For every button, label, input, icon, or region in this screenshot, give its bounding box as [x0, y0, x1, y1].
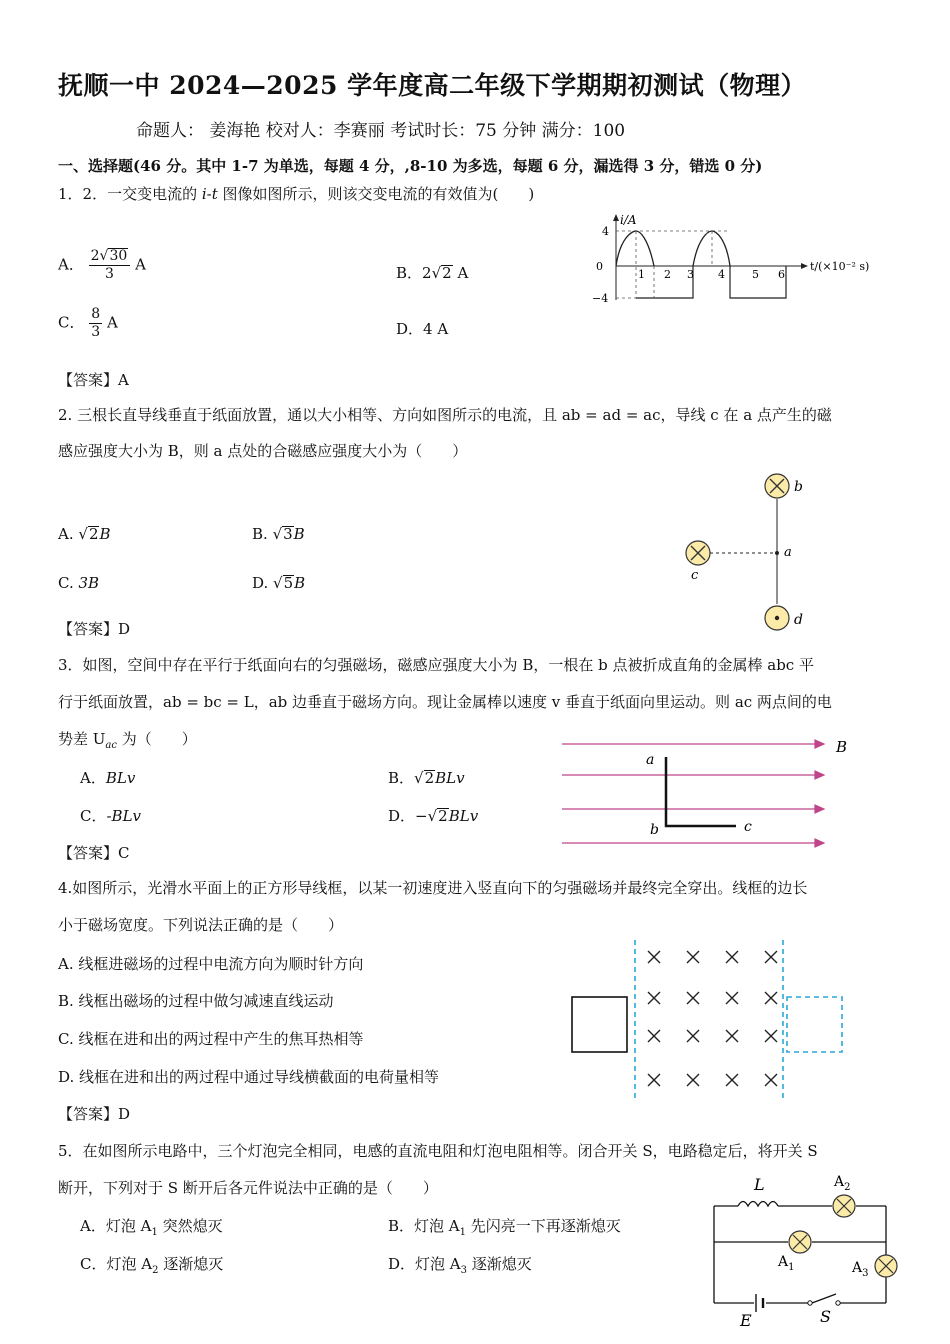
q1-d-text: 4 A — [423, 320, 449, 338]
q2-point-a — [775, 551, 779, 555]
q1-option-c-fraction — [89, 306, 102, 341]
q3-stem-line3 — [58, 729, 197, 756]
q5-label-A2-main: A — [834, 1174, 845, 1190]
q1-graph-xtick-1: 1 — [638, 268, 645, 281]
q1-b-coef: 2 — [422, 264, 432, 282]
q4-option-b[interactable]: B. 线框出磁场的过程中做匀减速直线运动 — [58, 992, 334, 1010]
q5-stem-line1: 5．在如图所示电路中，三个灯泡完全相同，电感的直流电阻和灯泡电阻相等。闭合开关 S，电路稳定后，将开关 S — [58, 1142, 818, 1160]
q3-c-text: -BLv — [106, 807, 142, 825]
q5-switch-contact-right — [836, 1301, 840, 1305]
q3-d-tail: BLv — [448, 807, 479, 825]
q2-a-root: 2 — [88, 525, 99, 543]
q3-answer: 【答案】C — [58, 844, 130, 862]
q1-option-a-label: A． — [58, 255, 84, 274]
q3-c-label: C． — [80, 807, 107, 825]
q4-stem-line2: 小于磁场宽度。下列说法正确的是（ ） — [58, 916, 344, 934]
q5-option-c[interactable] — [80, 1253, 223, 1276]
q1-graph-xtick-5: 5 — [752, 268, 759, 281]
page-title: 抚顺一中 2024—2025 学年度高二年级下学期期初测试（物理） — [58, 71, 807, 100]
q5-c-text-a: C．灯泡 A — [80, 1255, 153, 1273]
q3-metal-rod — [666, 757, 736, 826]
q3-line3-a: 势差 U — [58, 730, 106, 748]
q4-option-c[interactable]: C. 线框在进和出的两过程中产生的焦耳热相等 — [58, 1030, 364, 1048]
q5-d-sub: 3 — [460, 1265, 468, 1276]
q2-d-root: 5 — [283, 574, 294, 592]
q5-label-A3-main: A — [852, 1260, 863, 1276]
q5-stem-line2: 断开，下列对于 S 断开后各元件说法中正确的是（ ） — [58, 1179, 438, 1197]
q3-option-d[interactable]: D．−√2BLv — [388, 807, 479, 825]
q1-graph-x-arrow — [801, 263, 808, 269]
q1-graph-xlabel: t/(×10⁻² s) — [810, 260, 870, 273]
q3-a-text: BLv — [105, 769, 136, 787]
q5-inductor-coil — [738, 1202, 778, 1207]
q5-circuit-figure — [706, 1170, 906, 1340]
q5-c-text-b: 逐渐熄灭 — [158, 1255, 224, 1273]
q5-label-L: L — [754, 1175, 765, 1194]
q5-lamp-a1-icon — [789, 1231, 811, 1253]
q5-d-text-a: D．灯泡 A — [388, 1255, 461, 1273]
q3-label-b: b — [650, 822, 659, 838]
q1-graph-half-wave-2 — [693, 231, 730, 266]
q1-option-d[interactable] — [396, 318, 448, 339]
q4-wire-frame — [572, 997, 627, 1052]
q3-line3-b: 为（ ） — [116, 730, 197, 748]
q3-option-b[interactable]: B．√2BLv — [388, 769, 465, 787]
q3-field-arrow-3 — [815, 805, 824, 813]
q2-b-tail: B — [293, 525, 305, 543]
q5-b-text-b: 先闪亮一下再逐渐熄灭 — [466, 1217, 621, 1235]
q5-label-E: E — [740, 1311, 752, 1330]
q2-a-label: A. — [58, 525, 74, 543]
q4-field-into-page-crosses — [648, 951, 777, 1086]
q1-graph-xtick-3: 3 — [687, 268, 694, 281]
q1-graph-xtick-4: 4 — [718, 268, 725, 281]
q5-a-text-a: A．灯泡 A — [80, 1217, 152, 1235]
q1-b-root: 2 — [442, 264, 452, 282]
q2-c-text: 3B — [78, 574, 100, 592]
q5-label-A1-sub: 1 — [788, 1262, 795, 1273]
q1-option-c[interactable] — [58, 306, 118, 341]
q1-option-b[interactable]: B．2√2 A — [396, 264, 469, 282]
q2-c-label: C. — [58, 574, 74, 592]
q2-b-label: B. — [252, 525, 268, 543]
q2-option-b[interactable]: B. √3B — [252, 525, 305, 543]
q1-a-num: 2 — [90, 248, 100, 264]
q5-d-text-b: 逐渐熄灭 — [467, 1255, 532, 1273]
q3-option-a[interactable] — [80, 767, 135, 788]
q3-b-root: 2 — [424, 769, 435, 787]
q5-option-a[interactable] — [80, 1215, 223, 1238]
q1-graph-ytick-top: 4 — [602, 225, 609, 238]
q3-b-label: B． — [388, 769, 415, 787]
q1-option-c-label: C． — [58, 313, 85, 332]
q1-option-a-fraction: $\frac{2√30}{3}$ — [89, 248, 131, 283]
q4-answer: 【答案】D — [58, 1105, 131, 1123]
q1-stem-a: 1．2．一交变电流的 — [58, 185, 202, 203]
q5-lamp-a3-icon — [875, 1255, 897, 1277]
q1-graph-ytick-bottom: −4 — [592, 292, 609, 305]
q1-current-graph — [588, 210, 888, 310]
q3-d-root: 2 — [438, 807, 448, 825]
q5-option-d[interactable] — [388, 1253, 532, 1276]
q2-d-label: D. — [252, 574, 269, 592]
q2-stem-line2: 感应强度大小为 B，则 a 点处的合磁感应强度大小为（ ） — [58, 442, 468, 460]
q5-switch-blade — [812, 1294, 836, 1303]
q2-wires-figure — [676, 468, 826, 633]
q3-stem-line1: 3．如图，空间中存在平行于纸面向右的匀强磁场，磁感应强度大小为 B，一根在 b 点被折成直角的金属棒 abc 平 — [58, 656, 814, 674]
q5-label-A3-sub: 3 — [862, 1268, 869, 1279]
q1-stem-b: 图像如图所示，则该交变电流的有效值为( ) — [217, 185, 535, 203]
q2-option-a[interactable]: A. √2B — [58, 525, 111, 543]
q5-label-S: S — [820, 1307, 831, 1326]
q1-graph-ytick-zero: 0 — [596, 260, 603, 273]
q1-answer: 【答案】A — [58, 371, 129, 389]
q2-label-d: d — [794, 612, 803, 628]
q2-option-d[interactable]: D. √5B — [252, 574, 306, 592]
q3-line3-sub: ac — [105, 740, 117, 751]
q2-stem-line1: 2. 三根长直导线垂直于纸面放置，通以大小相等、方向如图所示的电流，且 ab = ad = ac，导线 c 在 a 点产生的磁 — [58, 406, 832, 424]
q4-option-a[interactable]: A. 线框进磁场的过程中电流方向为顺时针方向 — [58, 955, 364, 973]
q1-c-unit: A — [106, 313, 118, 332]
q2-wire-c-into-page-icon — [686, 541, 710, 565]
q3-stem-line2: 行于纸面放置，ab = bc = L，ab 边垂直于磁场方向。现让金属棒以速度 v 垂直于纸面向里运动。则 ac 两点间的电 — [58, 693, 832, 711]
q4-magnetic-field-figure — [566, 938, 856, 1103]
q3-field-arrow-1 — [815, 740, 824, 748]
q1-graph-xtick-6: 6 — [778, 268, 785, 281]
q1-option-b-label: B． — [396, 264, 423, 282]
q3-field-arrow-2 — [815, 771, 824, 779]
q5-switch-contact-left — [808, 1301, 812, 1305]
q2-wire-d-out-of-page-icon — [765, 606, 789, 630]
q1-b-unit: A — [457, 264, 469, 282]
q3-a-label: A． — [80, 769, 106, 787]
q3-option-c[interactable] — [80, 805, 141, 826]
q2-label-c: c — [691, 568, 699, 583]
exam-meta: 命题人： 姜海艳 校对人：李赛丽 考试时长：75 分钟 满分：100 — [136, 121, 626, 141]
q2-answer: 【答案】D — [58, 620, 131, 638]
q1-graph-xtick-2: 2 — [664, 268, 671, 281]
q3-label-c: c — [744, 819, 752, 835]
q1-graph-ylabel: i/A — [620, 213, 637, 227]
q2-label-b: b — [794, 479, 803, 495]
q2-a-tail: B — [99, 525, 111, 543]
q2-wire-b-into-page-icon — [765, 474, 789, 498]
q3-field-figure — [556, 730, 856, 855]
q1-option-d-label: D． — [396, 320, 424, 338]
q5-label-A1 — [777, 1254, 795, 1273]
q3-label-a: a — [646, 752, 655, 768]
q1-graph-half-wave-1 — [616, 231, 654, 266]
q3-d-label: D． — [388, 807, 416, 825]
q5-a-sub: 1 — [151, 1227, 158, 1238]
q1-option-a[interactable] — [58, 248, 146, 283]
q5-lamp-a2-icon — [833, 1195, 855, 1217]
q5-c-sub: 2 — [152, 1265, 159, 1276]
q4-stem-line1: 4.如图所示，光滑水平面上的正方形导线框，以某一初速度进入竖直向下的匀强磁场并最终完全穿出。线框的边长 — [58, 879, 808, 897]
q5-option-b[interactable] — [388, 1215, 621, 1238]
q2-label-a: a — [784, 545, 792, 560]
q5-a-text-b: 突然熄灭 — [157, 1217, 223, 1235]
q1-c-den: 3 — [91, 324, 101, 340]
q5-b-text-a: B．灯泡 A — [388, 1217, 460, 1235]
q3-field-arrow-4 — [815, 839, 824, 847]
q1-graph-y-arrow — [613, 214, 619, 221]
q5-b-sub: 1 — [459, 1227, 466, 1238]
q1-a-root: 30 — [109, 248, 128, 264]
q5-label-A2-sub: 2 — [844, 1182, 851, 1193]
q3-b-tail: BLv — [435, 769, 465, 787]
q2-d-tail: B — [294, 574, 306, 592]
q1-a-den: 3 — [105, 266, 114, 282]
q5-label-A1-main: A — [778, 1254, 789, 1270]
q2-b-root: 3 — [283, 525, 293, 543]
q5-label-A2 — [833, 1174, 851, 1193]
q1-a-unit: A — [135, 255, 146, 274]
q1-stem — [58, 184, 534, 204]
q1-stem-var: i-t — [201, 185, 218, 203]
q5-label-A3 — [851, 1260, 869, 1279]
q1-c-num: 8 — [91, 306, 101, 322]
q3-d-pre: − — [415, 807, 428, 825]
section-heading: 一、选择题(46 分。其中 1-7 为单选，每题 4 分，,8-10 为多选，每题 6 分，漏选得 3 分，错选 0 分) — [58, 157, 763, 175]
q4-wire-frame-exit — [787, 997, 842, 1052]
q3-label-B: B — [836, 738, 848, 756]
q4-option-d[interactable]: D. 线框在进和出的两过程中通过导线横截面的电荷量相等 — [58, 1068, 440, 1086]
q2-option-c[interactable] — [58, 574, 99, 592]
